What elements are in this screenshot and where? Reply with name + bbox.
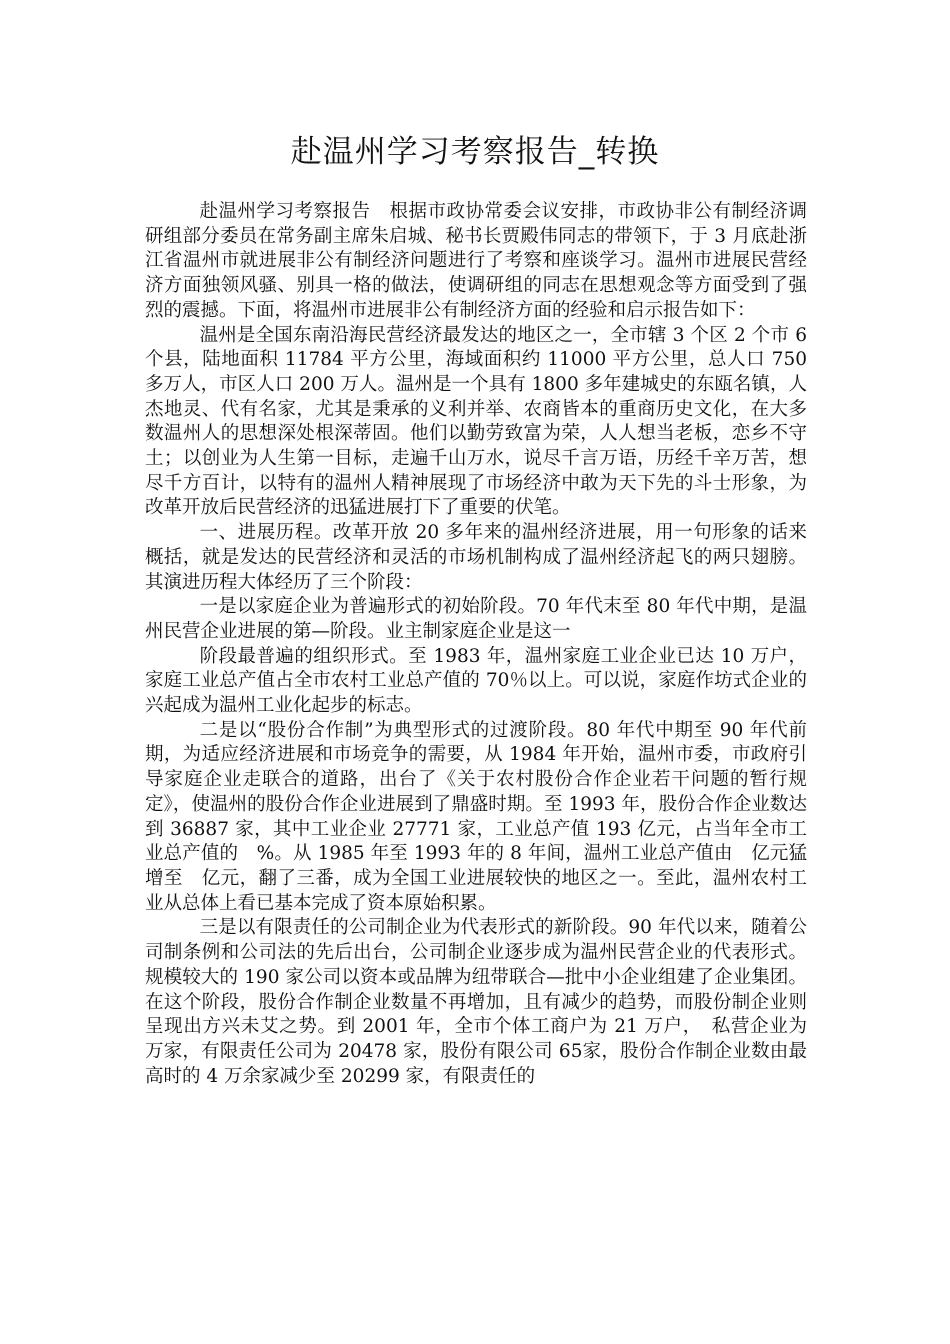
paragraph-stage-two: 二是以“股份合作制”为典型形式的过渡阶段。80 年代中期至 90 年代前期，为适应经济进展和市场竞争的需要，从 1984 年开始，温州市委，市政府引导家庭企业走联合的道路，出台了《关于农村股份合作企业若干问题的暂行规定》，使温州的股份合作企业进展到了鼎盛时期。至 1993 年，股份合作企业数达到 36887 家，其中工业企业 27771 家，工业总产值 193 亿元，占当年全市工业总产值的 %。从 1985 年至 1993 年的 8 年间，温州工业总产值由 亿元猛增至 亿元，翻了三番，成为全国工业进展较快的地区之一。至此，温州农村工业从总体上看已基本完成了资本原始积累。 — [145, 719, 807, 914]
paragraph-stage-three: 三是以有限责任的公司制企业为代表形式的新阶段。90 年代以来，随着公司制条例和公司法的先后出台，公司制企业逐步成为温州民营企业的代表形式。规模较大的 190 家公司以资本或品牌为纽带联合—批中小企业组建了企业集团。在这个阶段，股份合作制企业数量不再增加，且有减少的趋势，而股份制企业则呈现出方兴未艾之势。到 2001 年，全市个体工商户为 21 万户， 私营企业为 万家，有限责任公司为 20478 家，股份有限公司 65家，股份合作制企业数由最高时的 4 万余家减少至 20299 家，有限责任的 — [145, 917, 826, 1087]
paragraph-overview: 温州是全国东南沿海民营经济最发达的地区之一，全市辖 3 个区 2 个市 6 个县，陆地面积 11784 平方公里，海域面积约 11000 平方公里，总人口 750 多万人，市区人口 200 万人。温州是一个具有 1800 多年建城史的东瓯名镇，人杰地灵、代有名家，尤其是秉承的义利并举、农商皆本的重商历史文化，在大多数温州人的思想深处根深蒂固。他们以勤劳致富为荣，人人想当老板，恋乡不守土；以创业为人生第一目标，走遍千山万水，说尽千言万语，历经千辛万苦，想尽千方百计，以特有的温州人精神展现了市场经济中敢为天下先的斗士形象，为改革开放后民营经济的迅猛进展打下了重要的伏笔。 — [145, 324, 807, 519]
paragraph-stage-one: 一是以家庭企业为普遍形式的初始阶段。70 年代末至 80 年代中期，是温州民营企业进展的第—阶段。业主制家庭企业是这一 — [145, 596, 807, 642]
paragraph-intro: 赴温州学习考察报告 根据市政协常委会议安排，市政协非公有制经济调研组部分委员在常务副主席朱启城、秘书长贾殿伟同志的带领下，于 3 月底赴浙江省温州市就进展非公有制经济问题进行了考察和座谈学习。温州市进展民营经济方面独领风骚、别具一格的做法，使调研组的同志在思想观念等方面受到了强烈的震撼。下面，将温州市进展非公有制经济方面的经验和启示报告如下： — [145, 201, 807, 321]
paragraph-history-heading: 一、进展历程。改革开放 20 多年来的温州经济进展，用一句形象的话来概括，就是发达的民营经济和灵活的市场机制构成了温州经济起飞的两只翅膀。其演进历程大体经历了三个阶段： — [145, 522, 807, 593]
paragraph-stage-one-continued: 阶段最普遍的组织形式。至 1983 年，温州家庭工业企业已达 10 万户，家庭工业总产值占全市农村工业总产值的 70％以上。可以说，家庭作坊式企业的兴起成为温州工业化起步的标志。 — [145, 645, 807, 717]
document-title: 赴温州学习考察报告_转换 — [290, 134, 660, 170]
document-body — [145, 200, 826, 1089]
